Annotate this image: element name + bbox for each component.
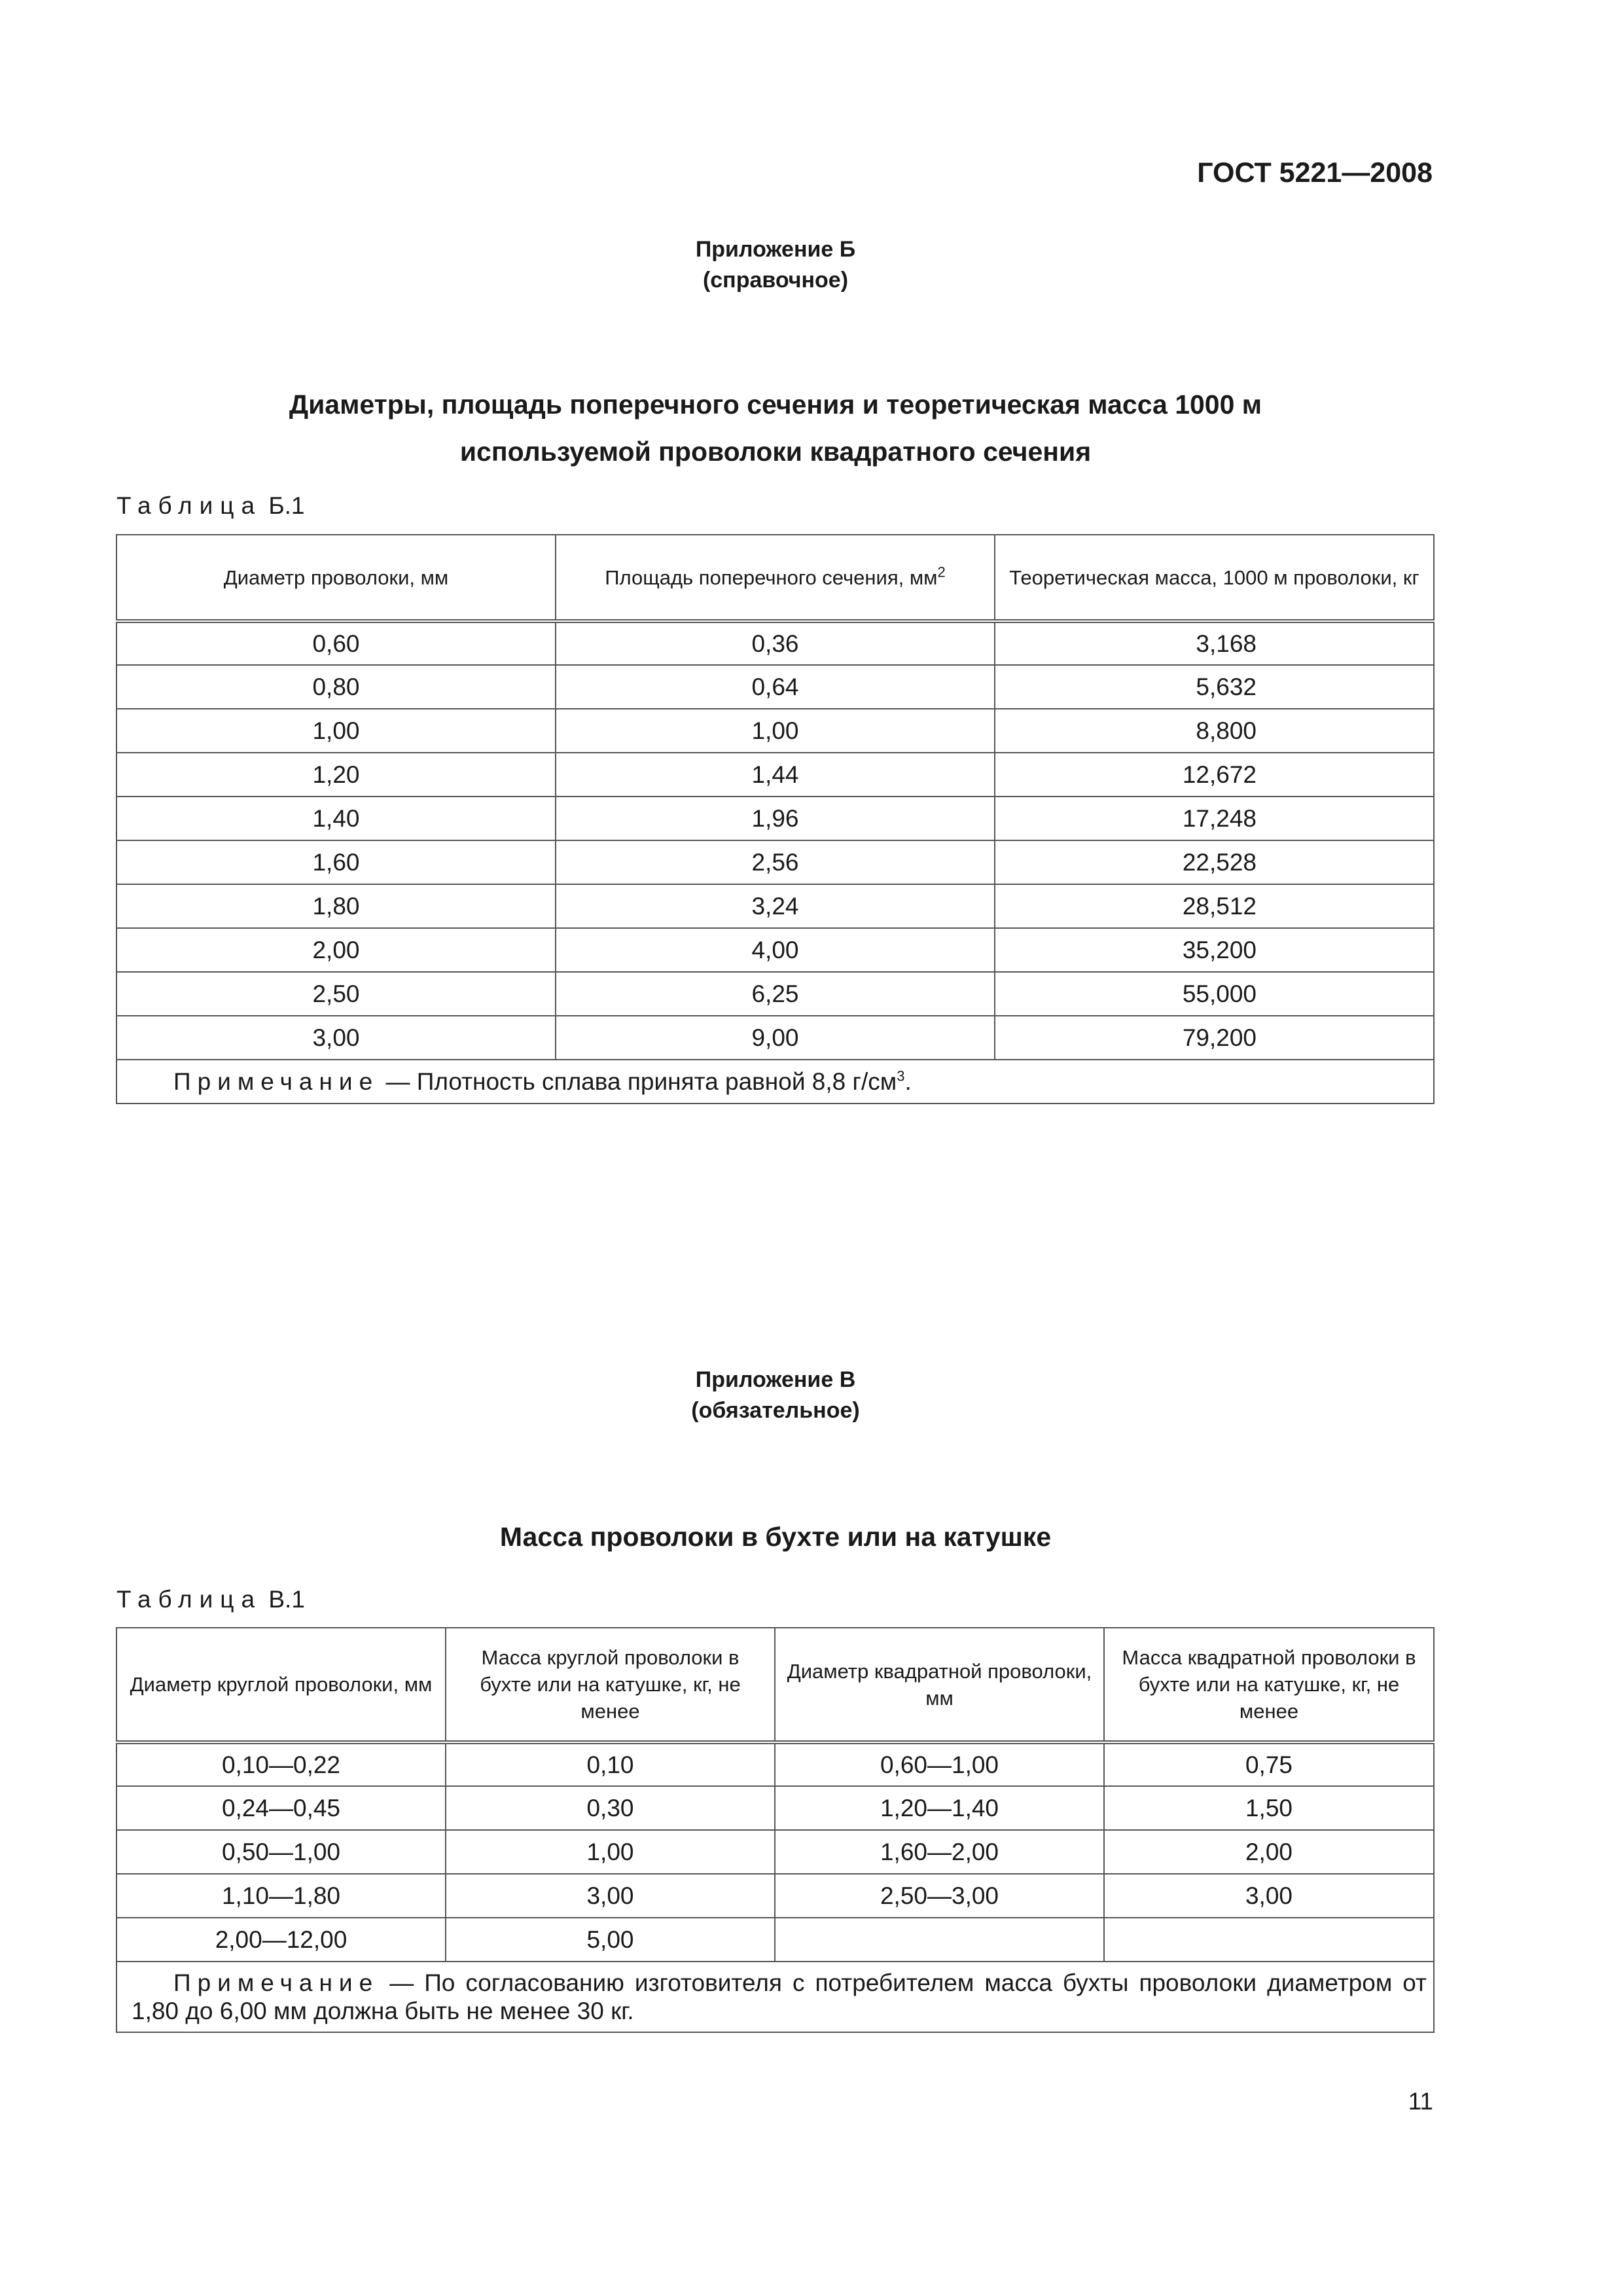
- table-cell: 12,672: [995, 753, 1434, 797]
- standard-number: ГОСТ 5221—2008: [1197, 157, 1433, 188]
- appendix-v-label: Приложение В: [695, 1367, 856, 1392]
- table-row: [116, 753, 1434, 797]
- table-cell: 55,000: [995, 972, 1434, 1016]
- table-cell: 0,50—1,00: [116, 1830, 446, 1874]
- table-v1-col-square-diameter: Диаметр квадратной проволоки, мм: [775, 1628, 1104, 1742]
- table-row: [116, 1786, 1434, 1830]
- appendix-b-status: (справочное): [702, 268, 849, 293]
- table-b1-col-area-text: Площадь поперечного сечения, мм: [605, 565, 938, 589]
- table-row: [116, 840, 1434, 884]
- table-cell: 3,168: [995, 621, 1434, 665]
- table-cell: 2,00: [1104, 1830, 1434, 1874]
- table-v1-note-row: [116, 1962, 1434, 2032]
- table-v1-caption: [116, 1586, 305, 1613]
- table-cell: 2,00—12,00: [116, 1918, 446, 1962]
- table-cell: 1,00: [446, 1830, 775, 1874]
- table-cell: 3,24: [556, 884, 995, 928]
- table-v1: [116, 1627, 1435, 2033]
- table-v1-col-round-diameter: Диаметр круглой проволоки, мм: [116, 1628, 446, 1742]
- table-row: [116, 621, 1434, 665]
- table-row: [116, 1830, 1434, 1874]
- table-row: [116, 1918, 1434, 1962]
- table-cell: 0,30: [446, 1786, 775, 1830]
- table-row: [116, 972, 1434, 1016]
- table-cell: 1,44: [556, 753, 995, 797]
- table-row: [116, 665, 1434, 709]
- table-b1-caption-num: Б.1: [262, 492, 305, 519]
- table-cell: 5,632: [995, 665, 1434, 709]
- table-b1-col-diameter: Диаметр проволоки, мм: [116, 535, 556, 621]
- table-cell: 3,00: [1104, 1874, 1434, 1918]
- table-v1-caption-word: Таблица: [116, 1586, 262, 1613]
- table-cell: 2,50: [116, 972, 556, 1016]
- table-cell: 0,24—0,45: [116, 1786, 446, 1830]
- table-cell: 0,60: [116, 621, 556, 665]
- table-b1: [116, 534, 1435, 1104]
- table-row: [116, 1742, 1434, 1786]
- table-cell: 3,00: [116, 1016, 556, 1060]
- table-cell: 1,60—2,00: [775, 1830, 1104, 1874]
- table-b1-caption-word: Таблица: [116, 492, 262, 519]
- table-b1-col-mass: Теоретическая масса, 1000 м проволоки, кг: [995, 535, 1434, 621]
- appendix-b-heading: [0, 234, 1551, 296]
- table-cell: [1104, 1918, 1434, 1962]
- note-label: Примечание: [173, 1068, 380, 1095]
- note-sup: 3: [897, 1067, 905, 1085]
- table-v1-note: [116, 1962, 1434, 2032]
- table-cell: 1,80: [116, 884, 556, 928]
- table-b1-caption: [116, 492, 305, 520]
- table-cell: 9,00: [556, 1016, 995, 1060]
- table-cell: 2,50—3,00: [775, 1874, 1104, 1918]
- table-cell: 0,80: [116, 665, 556, 709]
- table-cell: 4,00: [556, 928, 995, 972]
- appendix-b-label: Приложение Б: [695, 237, 856, 262]
- note-text: — По согласованию изготовителя с потребителем масса бухты проволоки диаметром от 1,80 до 6,00 мм должна быть не менее 30 кг.: [132, 1969, 1427, 2024]
- table-cell: 8,800: [995, 709, 1434, 753]
- table-v1-caption-num: В.1: [262, 1586, 305, 1613]
- appendix-b-title-line2: используемой проволоки квадратного сечения: [459, 437, 1092, 467]
- table-b1-note-row: [116, 1060, 1434, 1103]
- note-end: .: [904, 1068, 912, 1095]
- table-row: [116, 884, 1434, 928]
- table-cell: 0,60—1,00: [775, 1742, 1104, 1786]
- table-cell: 0,64: [556, 665, 995, 709]
- table-cell: 0,36: [556, 621, 995, 665]
- table-cell: 3,00: [446, 1874, 775, 1918]
- table-cell: 22,528: [995, 840, 1434, 884]
- table-cell: 2,56: [556, 840, 995, 884]
- table-cell: 2,00: [116, 928, 556, 972]
- table-cell: 1,10—1,80: [116, 1874, 446, 1918]
- appendix-v-title: Масса проволоки в бухте или на катушке: [499, 1522, 1052, 1552]
- table-cell: 1,50: [1104, 1786, 1434, 1830]
- table-b1-note: [116, 1060, 1434, 1103]
- table-b1-header-row: [116, 535, 1434, 621]
- table-cell: 5,00: [446, 1918, 775, 1962]
- note-text: — Плотность сплава принята равной 8,8 г/см: [379, 1068, 897, 1095]
- table-b1-col-area-sup: 2: [937, 564, 946, 581]
- table-cell: 1,96: [556, 797, 995, 840]
- table-cell: 28,512: [995, 884, 1434, 928]
- table-cell: [775, 1918, 1104, 1962]
- appendix-v-status: (обязательное): [691, 1398, 860, 1423]
- table-cell: 1,00: [556, 709, 995, 753]
- note-label: Примечание: [173, 1969, 380, 1996]
- appendix-b-title-line1: Диаметры, площадь поперечного сечения и теоретическая масса 1000 м: [289, 389, 1262, 420]
- appendix-b-title: [0, 380, 1551, 476]
- table-cell: 1,00: [116, 709, 556, 753]
- page-number: 11: [1408, 2088, 1433, 2115]
- appendix-v-heading: [0, 1365, 1551, 1426]
- table-v1-col-square-mass: Масса квадратной проволоки в бухте или на катушке, кг, не менее: [1104, 1628, 1434, 1742]
- table-v1-col-round-mass: Масса круглой проволоки в бухте или на катушке, кг, не менее: [446, 1628, 775, 1742]
- table-row: [116, 928, 1434, 972]
- table-cell: 79,200: [995, 1016, 1434, 1060]
- table-cell: 1,40: [116, 797, 556, 840]
- table-cell: 17,248: [995, 797, 1434, 840]
- table-row: [116, 797, 1434, 840]
- table-cell: 1,60: [116, 840, 556, 884]
- table-cell: 0,10—0,22: [116, 1742, 446, 1786]
- table-cell: 0,75: [1104, 1742, 1434, 1786]
- table-row: [116, 709, 1434, 753]
- table-cell: 1,20—1,40: [775, 1786, 1104, 1830]
- table-v1-header-row: [116, 1628, 1434, 1742]
- table-cell: 6,25: [556, 972, 995, 1016]
- table-cell: 1,20: [116, 753, 556, 797]
- table-b1-col-area: [556, 535, 995, 621]
- table-cell: 0,10: [446, 1742, 775, 1786]
- table-cell: 35,200: [995, 928, 1434, 972]
- table-row: [116, 1874, 1434, 1918]
- table-row: [116, 1016, 1434, 1060]
